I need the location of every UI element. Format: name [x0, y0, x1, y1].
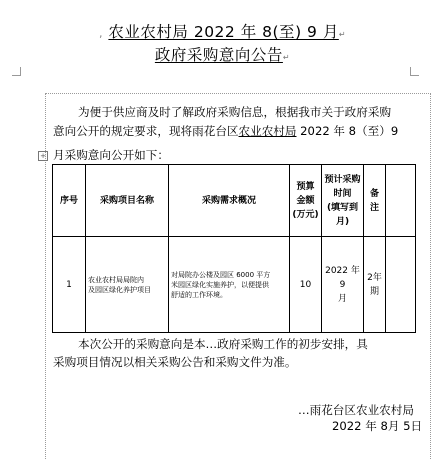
cell-seq: 1 — [53, 237, 86, 333]
title-text-d: 政府采购意向公告 — [154, 46, 283, 64]
header-name: 采购项目名称 — [86, 165, 169, 237]
cell-budget: 10 — [290, 237, 322, 333]
header-time: 预计采购 时间 (填写到 月) — [322, 165, 364, 237]
anchor-mark: , — [98, 27, 103, 40]
cell-note: 2年 期 — [364, 237, 386, 333]
title-text-c: ) 9 月 — [295, 23, 339, 41]
intro-text-c: 2022 年 8（至）9 — [296, 124, 399, 138]
cell-extra — [386, 237, 416, 333]
crop-mark-tl — [12, 67, 21, 76]
header-extra — [386, 165, 416, 237]
intro-line-1: 为便于供应商及时了解政府采购信息，根据我市关于政府采购 — [78, 105, 392, 119]
closing-line-2: 采购项目情况以相关采购公告和采购文件为准。 — [53, 355, 297, 369]
table-move-handle-icon[interactable]: + — [38, 151, 48, 161]
cell-time: 2022 年 9 月 — [322, 237, 364, 333]
cell-name: 农业农村局局院内 及园区绿化养护项目 — [86, 237, 169, 333]
table-header-row — [53, 165, 416, 237]
cell-desc: 对局院办公楼及园区 6000 平方 米园区绿化实施养护，以便提供 舒适的工作环境。 — [169, 237, 290, 333]
header-budget: 预算 金额 (万元) — [290, 165, 322, 237]
title-line-1 — [0, 20, 445, 42]
header-seq: 序号 — [53, 165, 86, 237]
signature-org: …雨花台区农业农村局 — [298, 403, 414, 417]
title-line-2 — [0, 43, 445, 65]
closing-line-1: 本次公开的采购意向是本…政府采购工作的初步安排，具 — [78, 337, 368, 351]
header-desc: 采购需求概况 — [169, 165, 290, 237]
signature-date: 2022 年 8月 5日 — [332, 419, 423, 433]
table-row — [53, 237, 416, 333]
paragraph-mark: ↵ — [282, 53, 291, 62]
intro-text-a: 意向公开的规定要求，现将雨花台区 — [53, 124, 239, 138]
intro-text-b: 农业农村局 — [238, 124, 297, 138]
crop-mark-tr — [410, 67, 419, 76]
header-note: 备 注 — [364, 165, 386, 237]
procurement-table — [52, 164, 416, 333]
intro-line-3: 月采购意向公开如下： — [53, 148, 169, 162]
paragraph-mark: ↵ — [338, 30, 347, 39]
title-text-b: 至 — [279, 23, 296, 41]
intro-line-2 — [53, 122, 398, 140]
title-text-a: 农业农村局 2022 年 8( — [108, 23, 280, 41]
